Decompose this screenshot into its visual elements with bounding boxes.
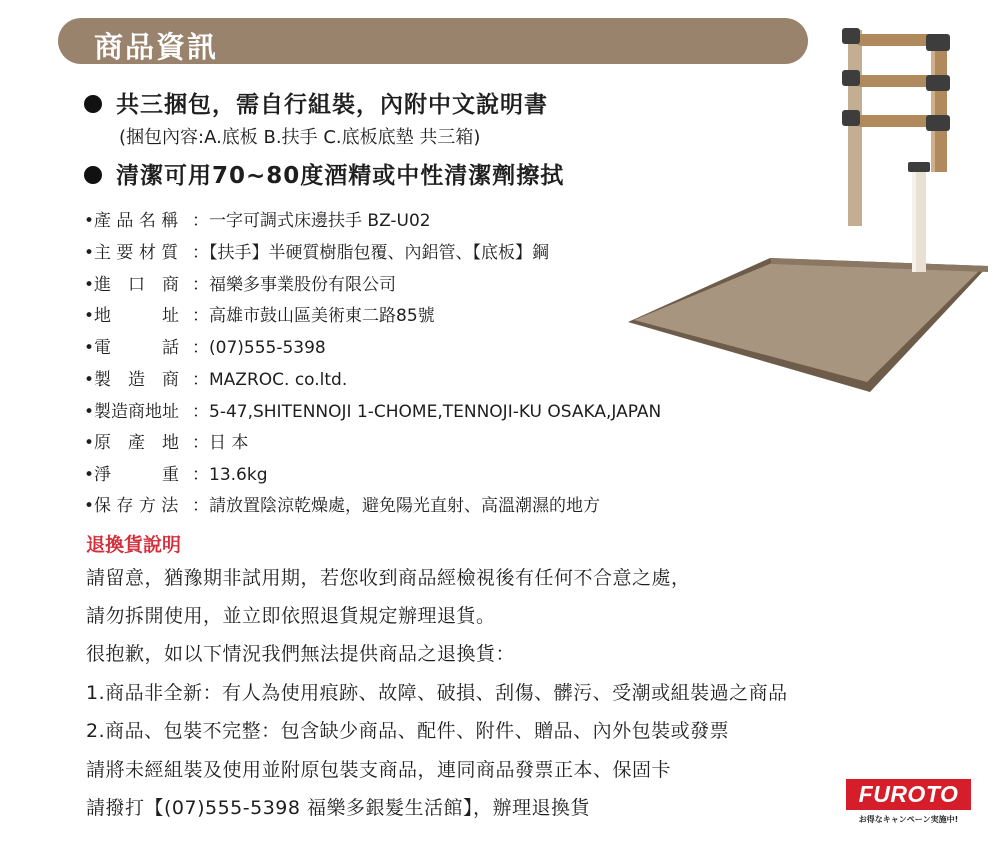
bullet-cleaning [84,157,564,190]
spec-value: ：一字可調式床邊扶手 BZ-U02 [192,211,431,231]
logo-tagline: お得なキャンペーン実施中! [858,815,959,824]
bullet-dot-icon [84,166,102,184]
spec-row [84,206,431,231]
spec-label: •製造商地址 [84,402,180,422]
bedside-rail-product-image [620,20,992,395]
spec-row [84,270,396,295]
spec-value: ：【扶手】半硬質樹脂包覆、內鋁管、【底板】鋼 [192,243,549,263]
bullet-assembly-text: 共三捆包，需自行組裝，內附中文說明書 [116,92,548,118]
returns-line: 請留意，猶豫期非試用期，若您收到商品經檢視後有任何不合意之處， [86,567,691,589]
spec-row [84,428,248,453]
furoto-logo: FUROTO [846,779,971,810]
spec-value: ：高雄市鼓山區美術東二路85號 [192,306,435,326]
spec-label: •產 品 名 稱 [84,211,179,231]
returns-line: 請將未經組裝及使用並附原包裝支商品，連同商品發票正本、保固卡 [86,759,672,781]
spec-value: ：福樂多事業股份有限公司 [192,275,396,295]
spec-label: •電 話 [84,338,180,358]
returns-title: 退換貨說明 [86,534,182,556]
spec-value: ：(07)555-5398 [192,338,326,358]
returns-line: 2.商品、包裝不完整：包含缺少商品、配件、附件、贈品、內外包裝或發票 [86,720,730,742]
spec-label: •保 存 方 法 [84,496,179,516]
spec-label: •淨 重 [84,465,180,485]
spec-value: ：請放置陰涼乾燥處，避免陽光直射、高溫潮濕的地方 [192,496,600,516]
spec-label: •進 口 商 [84,275,180,295]
bullet-dot-icon [84,95,102,113]
header-title: 商品資訊 [94,30,219,64]
spec-row [84,397,661,422]
spec-row [84,333,326,358]
spec-value: ：5-47,SHITENNOJI 1-CHOME,TENNOJI-KU OSAKA,JAPAN [192,402,662,422]
package-note: (捆包內容:A.底板 B.扶手 C.底板底墊 共三箱) [119,127,481,148]
spec-label: •原 產 地 [84,433,180,453]
spec-row [84,238,549,263]
bullet-assembly [84,86,548,119]
bullet-cleaning-text: 清潔可用70~80度酒精或中性清潔劑擦拭 [116,163,565,189]
spec-row [84,491,600,516]
spec-row [84,460,268,485]
spec-value: ：13.6kg [192,465,268,485]
returns-line: 1.商品非全新：有人為使用痕跡、故障、破損、刮傷、髒污、受潮或組裝過之商品 [86,682,788,704]
spec-label: •製 造 商 [84,370,180,390]
spec-row [84,365,347,390]
spec-label: •主 要 材 質 [84,243,179,263]
returns-line: 請勿拆開使用，並立即依照退貨規定辦理退貨。 [86,605,496,627]
returns-line: 很抱歉，如以下情況我們無法提供商品之退換貨： [86,643,516,665]
spec-value: ：MAZROC. co.ltd. [192,370,348,390]
spec-row [84,301,435,326]
returns-line: 請撥打【(07)555-5398 福樂多銀髮生活館】，辦理退換貨 [86,797,591,819]
spec-value: ：日 本 [192,433,249,453]
spec-label: •地 址 [84,306,180,326]
